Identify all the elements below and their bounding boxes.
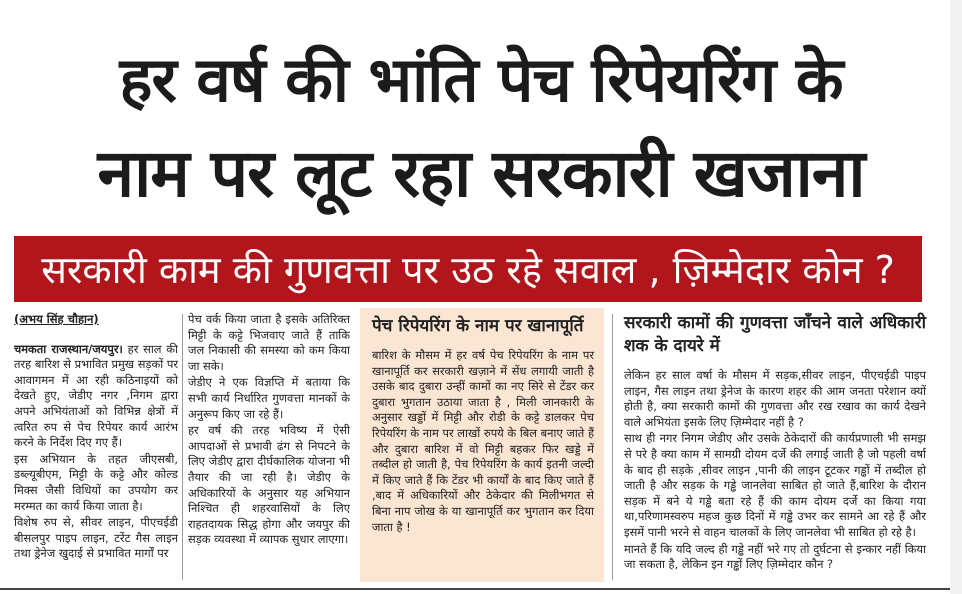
column-divider <box>612 314 613 580</box>
sidebar-box-heading: पेच रिपेयरिंग के नाम पर खानापूर्ति <box>372 316 584 336</box>
banner-text: सरकारी काम की गुणवत्ता पर उठ रहे सवाल , ज़िम्मेदार कोन ? <box>41 248 895 292</box>
page-bottom-border <box>0 588 962 590</box>
column2-paragraph-3: हर वर्ष की तरह भविष्य में ऐसी आपदाओं से प्रभावी ढंग से निपटने के लिए जेडीए द्वारा दीर्घकालिक योजना भी तैयार की जा रही है। जेडीए के अधिकारियों के अनुसार यह अभियान निश्चित ही शहरवासियों के लिए राहतदायक सिद्ध होगा और जयपुर की सड़क व्यवस्था में व्यापक सुधार लाएगा। <box>188 423 350 547</box>
column4-paragraph-3: मानते हैं कि यदि जल्द ही गड्ढे नहीं भरे गए तो दुर्घटना से इन्कार नहीं किया जा सकता है, लेकिन इन गड्ढों लिए ज़िम्मेदार कौन ? <box>624 541 926 572</box>
article-column-1 <box>14 312 178 582</box>
column1-paragraph-2: इस अभियान के तहत जीएसबी, डब्ल्यूबीएम, मिट्टी के कट्टे और कोल्ड मिक्स जैसी विधियों का उपयोग कर मरम्मत का कार्य किया जाता है। <box>14 451 178 513</box>
column-divider <box>182 314 183 580</box>
sidebar-box-paragraph: बारिश के मौसम में हर वर्ष पेच रिपेयरिंग के नाम पर खानापूर्ति कर सरकारी खज़ाने में सेंध लगायी जाती है उसके बाद दुबारा उन्हीं कामों का नए सिरे से टेंडर कर दुबारा भुगतान उठाया जाता है , मिली जानकारी के अनुसार खड्डों में मिट्टी और रोडी के कट्टे डालकर पेच रिपेयरिंग के नाम पर लाखों रुपये के बिल बनाए जाते हैं और दुबारा बारिश में वो मिट्टी बहकर फिर खड्डे में तब्दील हो जाती है, पेच रिपेयरिंग के कार्य इतनी जल्दी में किए जाते हैं कि टेंडर भी कार्यों के बाद किए जाते हैं ,बाद में अधिकारियों और ठेकेदार की मिलीभगत से बिना नाप जोख के या खानापूर्ति कर भुगतान कर दिया जाता है ! <box>372 348 594 534</box>
author-byline: (अभय सिंह चौहान) <box>14 312 99 326</box>
column1-paragraph-1: चमकता राजस्थान/जयपुर। हर साल की तरह बारिश से प्रभावित प्रमुख सड़कों पर आवागमन में आ रही कठिनाइयों को देखते हुए, जेडीए नगर ,निगम द्वारा अपने अभियंताओं को विभिन्न क्षेत्रों में त्वरित रुप से पेच रिपेयर कार्य आरंभ करने के निर्देश दिए गए हैं। <box>14 341 178 450</box>
column4-paragraph-2: साथ ही नगर निगम जेडीए और उसके ठेकेदारों की कार्यप्रणाली भी समझ से परे है क्या काम में सामग्री दोयम दर्जे की लगाई जाती है जो पहली वर्षा के बाद ही सड़के ,सीवर लाइन ,पानी की लाइन टूटकर गड्ढों में तब्दील हो जाती है और सड़क के गड्ढे जानलेवा साबित हो जाते हैं,बारिश के दौरान सड़क में बने ये गड्ढे बता रहे हैं की काम दोयम दर्जे का किया गया था,परिणामस्वरुप महज कुछ दिनों में गड्ढे उभर कर सामने आ रहे हैं और इसमें पानी भरने से वाहन चालकों के लिए जानलेवा भी साबित हो रहे है। <box>624 431 926 539</box>
article-column-2 <box>188 312 350 582</box>
column4-heading: सरकारी कामों की गुणवत्ता जाँचने वाले अधिकारी शक के दायरे में <box>624 313 926 356</box>
headline-line-1: हर वर्ष की भांति पेच रिपेयरिंग के <box>119 43 843 116</box>
column2-paragraph-2: जेडीए ने एक विज्ञप्ति में बताया कि सभी कार्य निर्धारित गुणवत्ता मानकों के अनुरूप किए जा रहे हैं। <box>188 375 350 421</box>
headline-line-2: नाम पर लूट रहा सरकारी खजाना <box>97 135 865 212</box>
dateline: चमकता राजस्थान/जयपुर। <box>14 341 123 356</box>
page-right-margin <box>950 0 962 594</box>
column2-paragraph-1: पेच वर्क किया जाता है इसके अतिरिक्त मिट्टी के कट्टे भिजवाए जाते हैं ताकि जल निकासी की समस्या को कम किया जा सके। <box>188 312 350 373</box>
subheadline-banner <box>14 236 922 302</box>
column4-paragraph-1: लेकिन हर साल वर्षा के मौसम में सड़क,सीवर लाइन, पीएचईडी पाइप लाइन, गैस लाइन तथा ड्रेनेज के कारण शहर की आम जनता परेशान क्यों होती है, क्या सरकारी कामों की गुणवत्ता और रख रखाव का कार्य देखने वाले अभियंता इसके लिए ज़िम्मेदार नहीं है ? <box>624 368 926 429</box>
sidebar-box-patch-repair <box>360 308 604 582</box>
column1-paragraph-3: विशेष रुप से, सीवर लाइन, पीएचईडी बीसलपुर पाइप लाइन, टरेंट गैस लाइन तथा ड्रेनेज खुदाई से प्रभावित मार्गों पर <box>14 515 178 561</box>
article-column-4 <box>618 308 936 582</box>
